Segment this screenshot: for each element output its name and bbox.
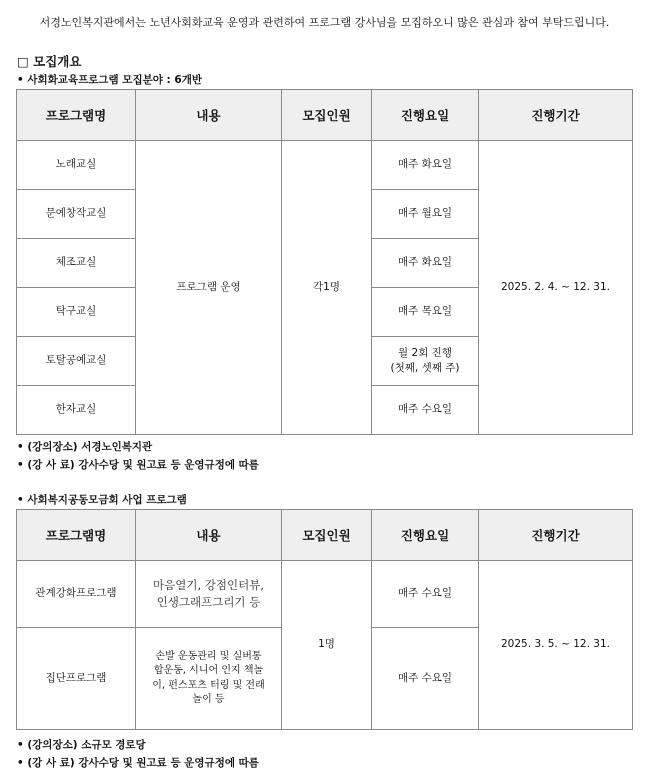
header-program-name: 프로그램명 (17, 510, 136, 561)
table-header-row (17, 90, 633, 141)
program-content: 손발 운동관리 및 실버통 합운동, 시니어 인지 책놀 이, 펀스포츠 터링 및 전래 놀이 등 (136, 628, 282, 730)
program-name: 문예창작교실 (17, 190, 136, 239)
program-day: 매주 월요일 (372, 190, 479, 239)
program-name: 토탈공예교실 (17, 337, 136, 386)
venue-note: • (강의장소) 소규모 경로당 (17, 739, 146, 751)
header-program-name: 프로그램명 (17, 90, 136, 141)
program-name: 체조교실 (17, 239, 136, 288)
fee-note: • (강 사 료) 강사수당 및 원고료 등 운영규정에 따름 (17, 459, 259, 471)
program-table-1 (16, 89, 633, 435)
header-content: 내용 (136, 90, 282, 141)
program-period: 2025. 3. 5. ~ 12. 31. (479, 561, 633, 730)
program-name: 집단프로그램 (17, 628, 136, 730)
table-row (17, 561, 633, 628)
program-name: 관계강화프로그램 (17, 561, 136, 628)
header-content: 내용 (136, 510, 282, 561)
program-day: 월 2회 진행 (첫째, 셋째 주) (372, 337, 479, 386)
recruit-count: 각1명 (282, 141, 372, 435)
header-count: 모집인원 (282, 90, 372, 141)
header-day: 진행요일 (372, 510, 479, 561)
section1-subtitle: • 사회화교육프로그램 모집분야 : 6개반 (17, 74, 202, 86)
program-day: 매주 수요일 (372, 561, 479, 628)
venue-note: • (강의장소) 서경노인복지관 (17, 441, 153, 453)
table-row (17, 141, 633, 190)
program-day: 매주 화요일 (372, 141, 479, 190)
program-day: 매주 수요일 (372, 628, 479, 730)
program-period: 2025. 2. 4. ~ 12. 31. (479, 141, 633, 435)
recruit-count: 1명 (282, 561, 372, 730)
program-content: 마음열기, 강점인터뷰, 인생그래프그리기 등 (136, 561, 282, 628)
table-header-row (17, 510, 633, 561)
header-count: 모집인원 (282, 510, 372, 561)
program-day: 매주 수요일 (372, 386, 479, 435)
header-period: 진행기간 (479, 90, 633, 141)
program-table-2 (16, 509, 633, 730)
header-day: 진행요일 (372, 90, 479, 141)
section-title: □ 모집개요 (17, 54, 82, 69)
program-day: 매주 화요일 (372, 239, 479, 288)
section2-subtitle: • 사회복지공동모금회 사업 프로그램 (17, 494, 187, 506)
intro-text: 서경노인복지관에서는 노년사회화교육 운영과 관련하여 프로그램 강사님을 모집하오니 많은 관심과 참여 부탁드립니다. (39, 16, 610, 29)
fee-note: • (강 사 료) 강사수당 및 원고료 등 운영규정에 따름 (17, 757, 259, 769)
header-period: 진행기간 (479, 510, 633, 561)
program-name: 탁구교실 (17, 288, 136, 337)
program-name: 한자교실 (17, 386, 136, 435)
program-name: 노래교실 (17, 141, 136, 190)
program-day: 매주 목요일 (372, 288, 479, 337)
program-content: 프로그램 운영 (136, 141, 282, 435)
